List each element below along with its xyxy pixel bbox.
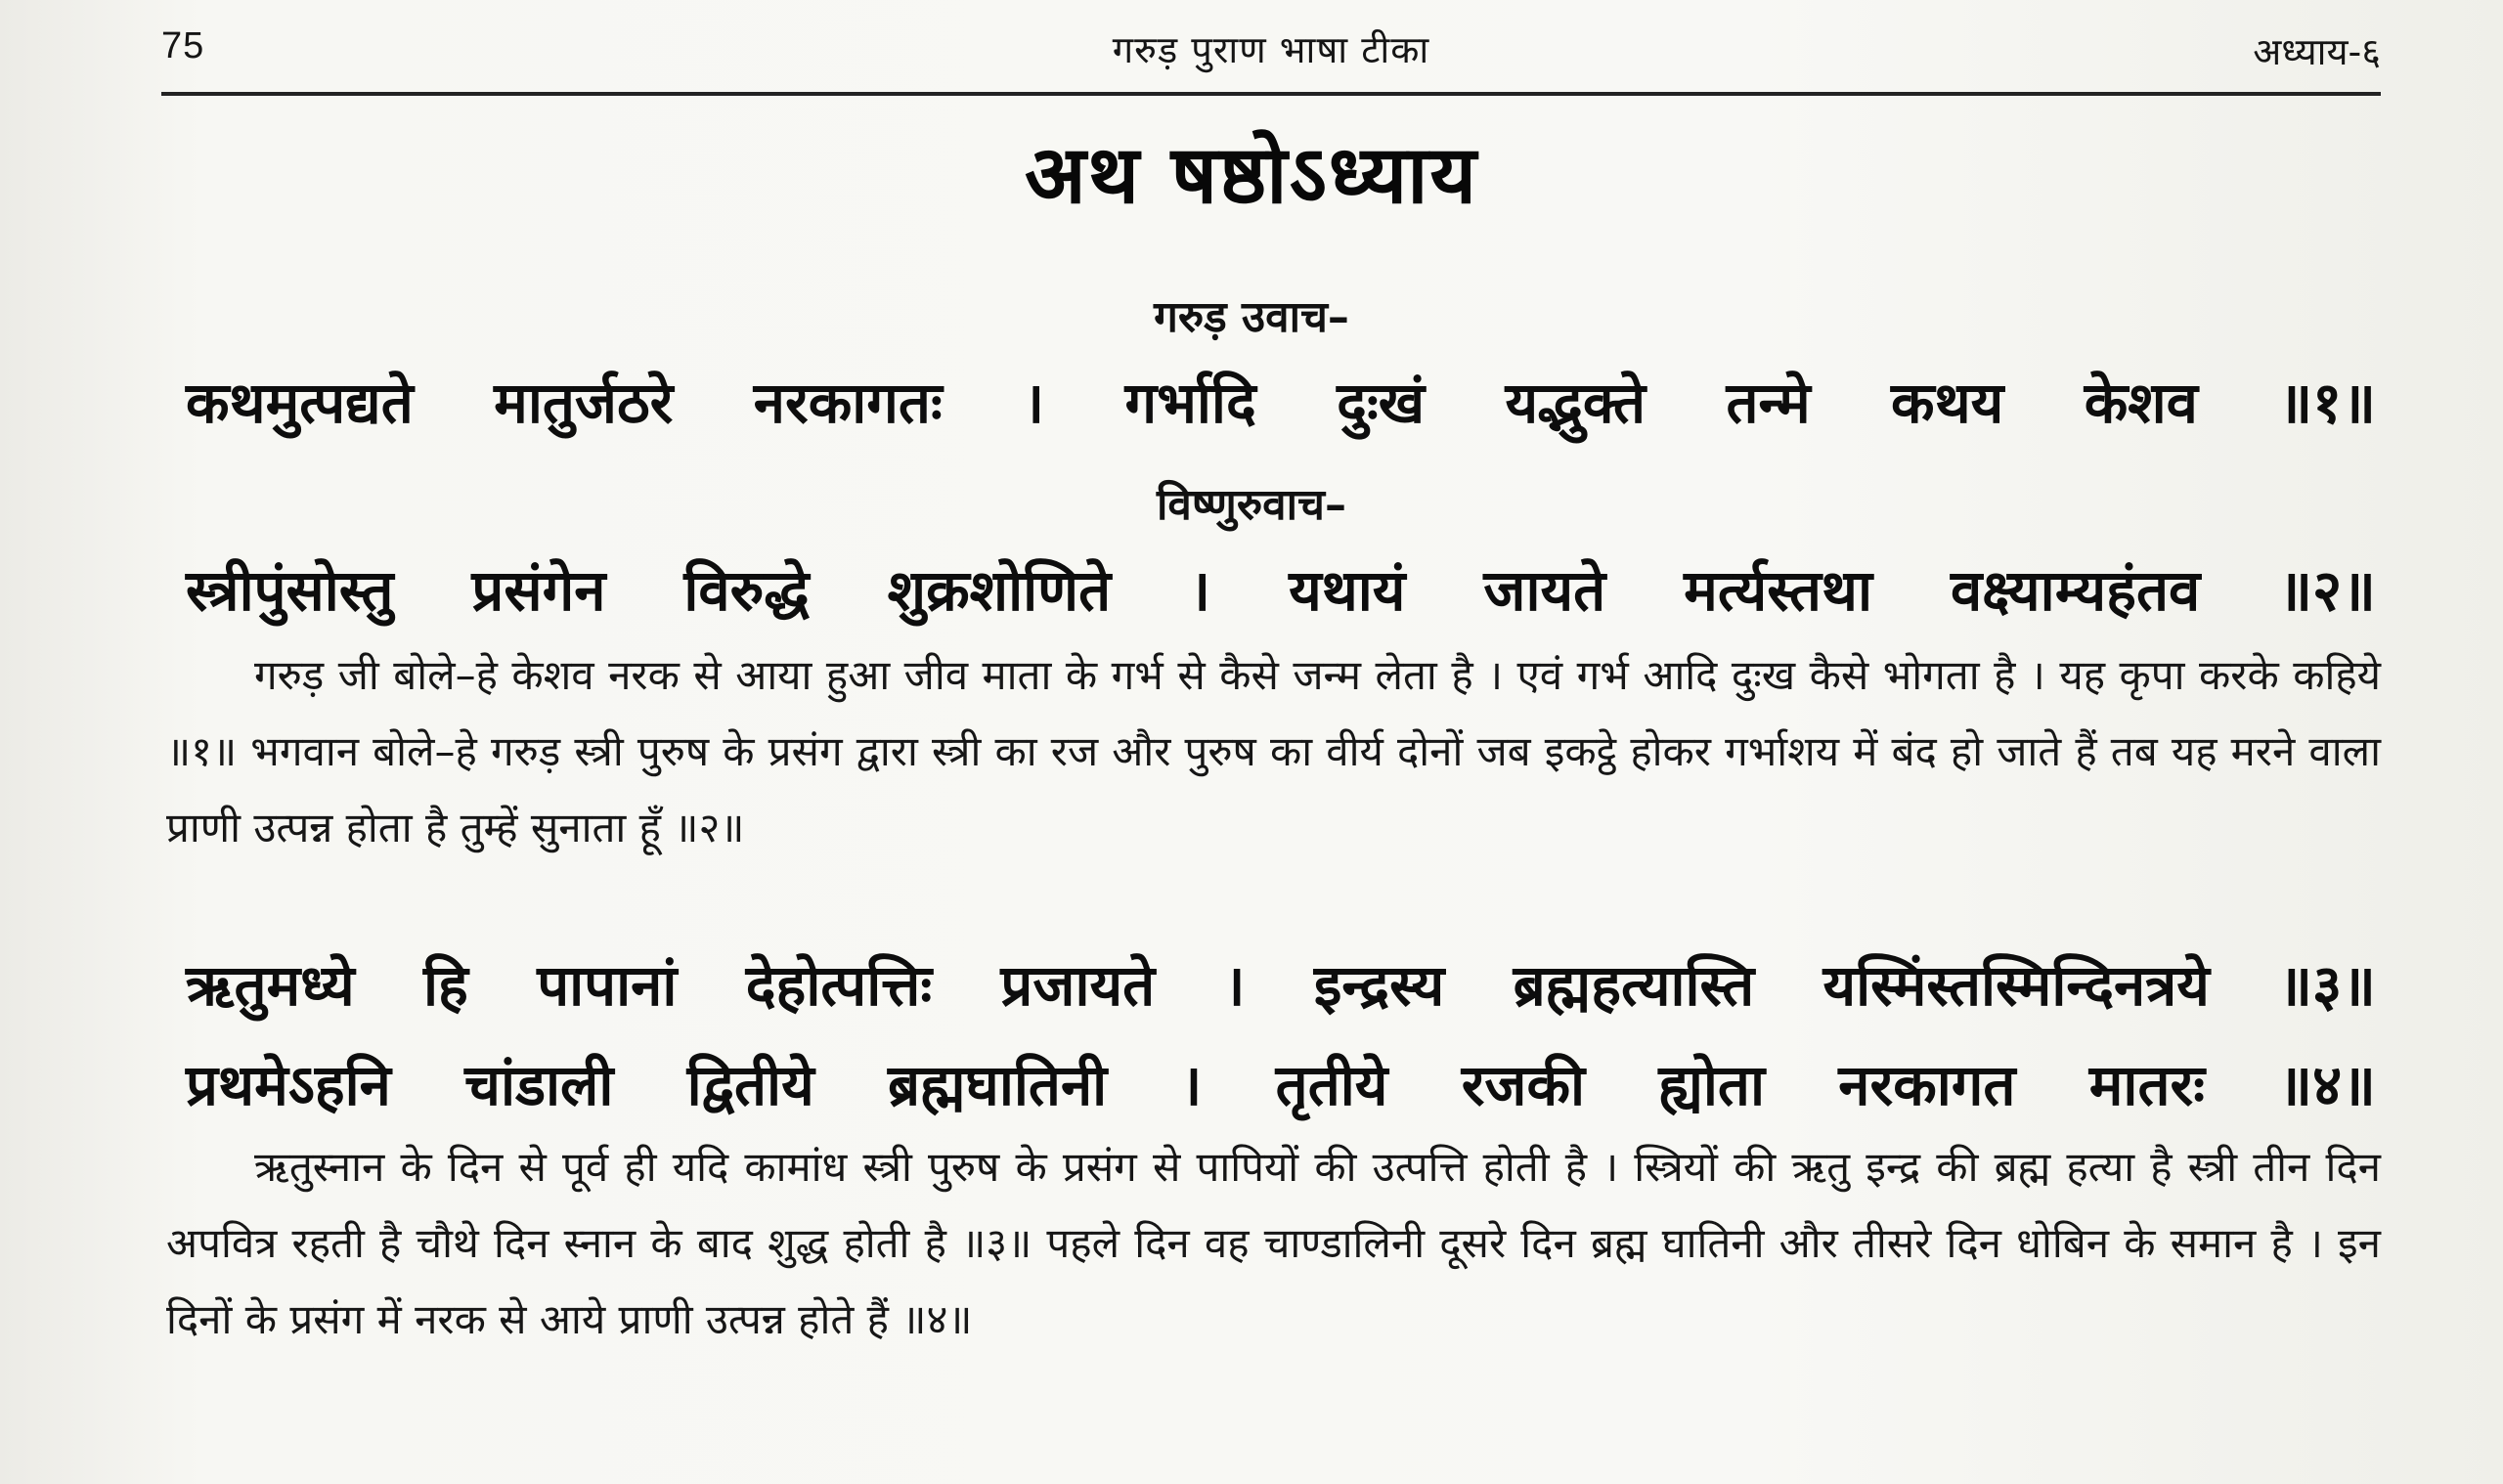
verse-word: प्रथमेऽहनि bbox=[186, 1052, 391, 1118]
verse-word: प्रजायते bbox=[1000, 952, 1156, 1019]
verse-line bbox=[186, 362, 2376, 439]
verse-word: ॥४॥ bbox=[2278, 1052, 2376, 1118]
verse-word: नरकागत bbox=[1838, 1052, 2016, 1118]
page-header bbox=[161, 22, 2381, 90]
verse-word: विरुद्धे bbox=[683, 557, 810, 624]
verse-3 bbox=[186, 944, 2376, 1022]
verse-word: प्रसंगेन bbox=[471, 557, 606, 624]
verse-word: मातुर्जठरे bbox=[494, 370, 674, 436]
chapter-title: अथ षष्ठोऽध्याय bbox=[1024, 129, 1478, 222]
verse-2 bbox=[186, 549, 2376, 627]
commentary-paragraph-1 bbox=[166, 637, 2381, 866]
verse-word: जायते bbox=[1483, 557, 1606, 624]
verse-word: यस्मिंस्तस्मिन्दिनत्रये bbox=[1822, 952, 2210, 1019]
verse-word: । bbox=[1023, 370, 1045, 436]
verse-word: ब्रह्मघातिनी bbox=[887, 1052, 1108, 1118]
verse-word: दुःखं bbox=[1337, 370, 1426, 436]
verse-word: देहोत्पत्तिः bbox=[745, 952, 933, 1019]
verse-word: कथय bbox=[1891, 370, 2004, 436]
verse-word: तन्मे bbox=[1726, 370, 1811, 436]
verse-word: ब्रह्महत्यास्ति bbox=[1513, 952, 1755, 1019]
verse-line bbox=[186, 944, 2376, 1022]
verse-1 bbox=[186, 362, 2376, 439]
verse-word: यथायं bbox=[1289, 557, 1406, 624]
verse-word: कथमुत्पद्यते bbox=[186, 370, 414, 436]
header-rule bbox=[161, 92, 2381, 96]
verse-line bbox=[186, 1044, 2376, 1121]
verse-word: हि bbox=[423, 952, 468, 1019]
verse-word: गर्भादि bbox=[1124, 370, 1256, 436]
verse-word: मर्त्यस्तथा bbox=[1684, 557, 1872, 624]
verse-word: । bbox=[1223, 952, 1246, 1019]
running-title: गरुड़ पुराण भाषा टीका bbox=[1112, 28, 1430, 71]
verse-line bbox=[186, 549, 2376, 627]
verse-word: द्वितीये bbox=[686, 1052, 814, 1118]
verse-word: तृतीये bbox=[1275, 1052, 1388, 1118]
verse-word: केशव bbox=[2084, 370, 2198, 436]
verse-word: रजकी bbox=[1461, 1052, 1586, 1118]
verse-word: । bbox=[1189, 557, 1211, 624]
verse-word: । bbox=[1180, 1052, 1203, 1118]
speaker-garuda: गरुड़ उवाच– bbox=[1154, 292, 1349, 342]
commentary-paragraph-2 bbox=[166, 1129, 2381, 1358]
verse-word: ॥१॥ bbox=[2278, 370, 2376, 436]
chapter-tag: अध्याय-६ bbox=[2253, 30, 2381, 73]
verse-word: मातरः bbox=[2088, 1052, 2205, 1118]
verse-word: ह्योता bbox=[1658, 1052, 1766, 1118]
verse-word: ॥३॥ bbox=[2278, 952, 2376, 1019]
verse-word: शुक्रशोणिते bbox=[887, 557, 1112, 624]
verse-word: चांडाली bbox=[464, 1052, 614, 1118]
verse-word: नरकागतः bbox=[753, 370, 943, 436]
verse-word: इन्द्रस्य bbox=[1313, 952, 1445, 1019]
verse-word: ऋतुमध्ये bbox=[186, 952, 355, 1019]
verse-word: स्त्रीपुंसोस्तु bbox=[186, 557, 394, 624]
verse-word: ॥२॥ bbox=[2278, 557, 2376, 624]
verse-word: पापानां bbox=[537, 952, 678, 1019]
commentary-text-1: गरुड़ जी बोले–हे केशव नरक से आया हुआ जीव माता के गर्भ से कैसे जन्म लेता है । एवं गर्भ आदि दुःख कैसे भोगता है । यह कृपा करके कहिये ॥१॥ भगवान बोले–हे गरुड़ स्त्री पुरुष के प्रसंग द्वारा स्त्री का रज और पुरुष का वीर्य दोनों जब इकट्ठे होकर गर्भाशय में बंद हो जाते हैं तब यह मरने वाला प्राणी उत्पन्न होता है तुम्हें सुनाता हूँ ॥२॥ bbox=[166, 651, 2381, 851]
verse-word: यद्भुक्ते bbox=[1505, 370, 1647, 436]
speaker-vishnu: विष्णुरुवाच– bbox=[1157, 480, 1346, 530]
commentary-text-2: ऋतुस्नान के दिन से पूर्व ही यदि कामांध स्त्री पुरुष के प्रसंग से पापियों की उत्पत्ति होती है । स्त्रियों की ऋतु इन्द्र की ब्रह्म हत्या है स्त्री तीन दिन अपवित्र रहती है चौथे दिन स्नान के बाद शुद्ध होती है ॥३॥ पहले दिन वह चाण्डालिनी दूसरे दिन ब्रह्म घातिनी और तीसरे दिन धोबिन के समान है । इन दिनों के प्रसंग में नरक से आये प्राणी उत्पन्न होते हैं ॥४॥ bbox=[166, 1143, 2381, 1343]
verse-4 bbox=[186, 1044, 2376, 1121]
page-number: 75 bbox=[161, 25, 205, 66]
verse-word: वक्ष्याम्यहंतव bbox=[1950, 557, 2201, 624]
